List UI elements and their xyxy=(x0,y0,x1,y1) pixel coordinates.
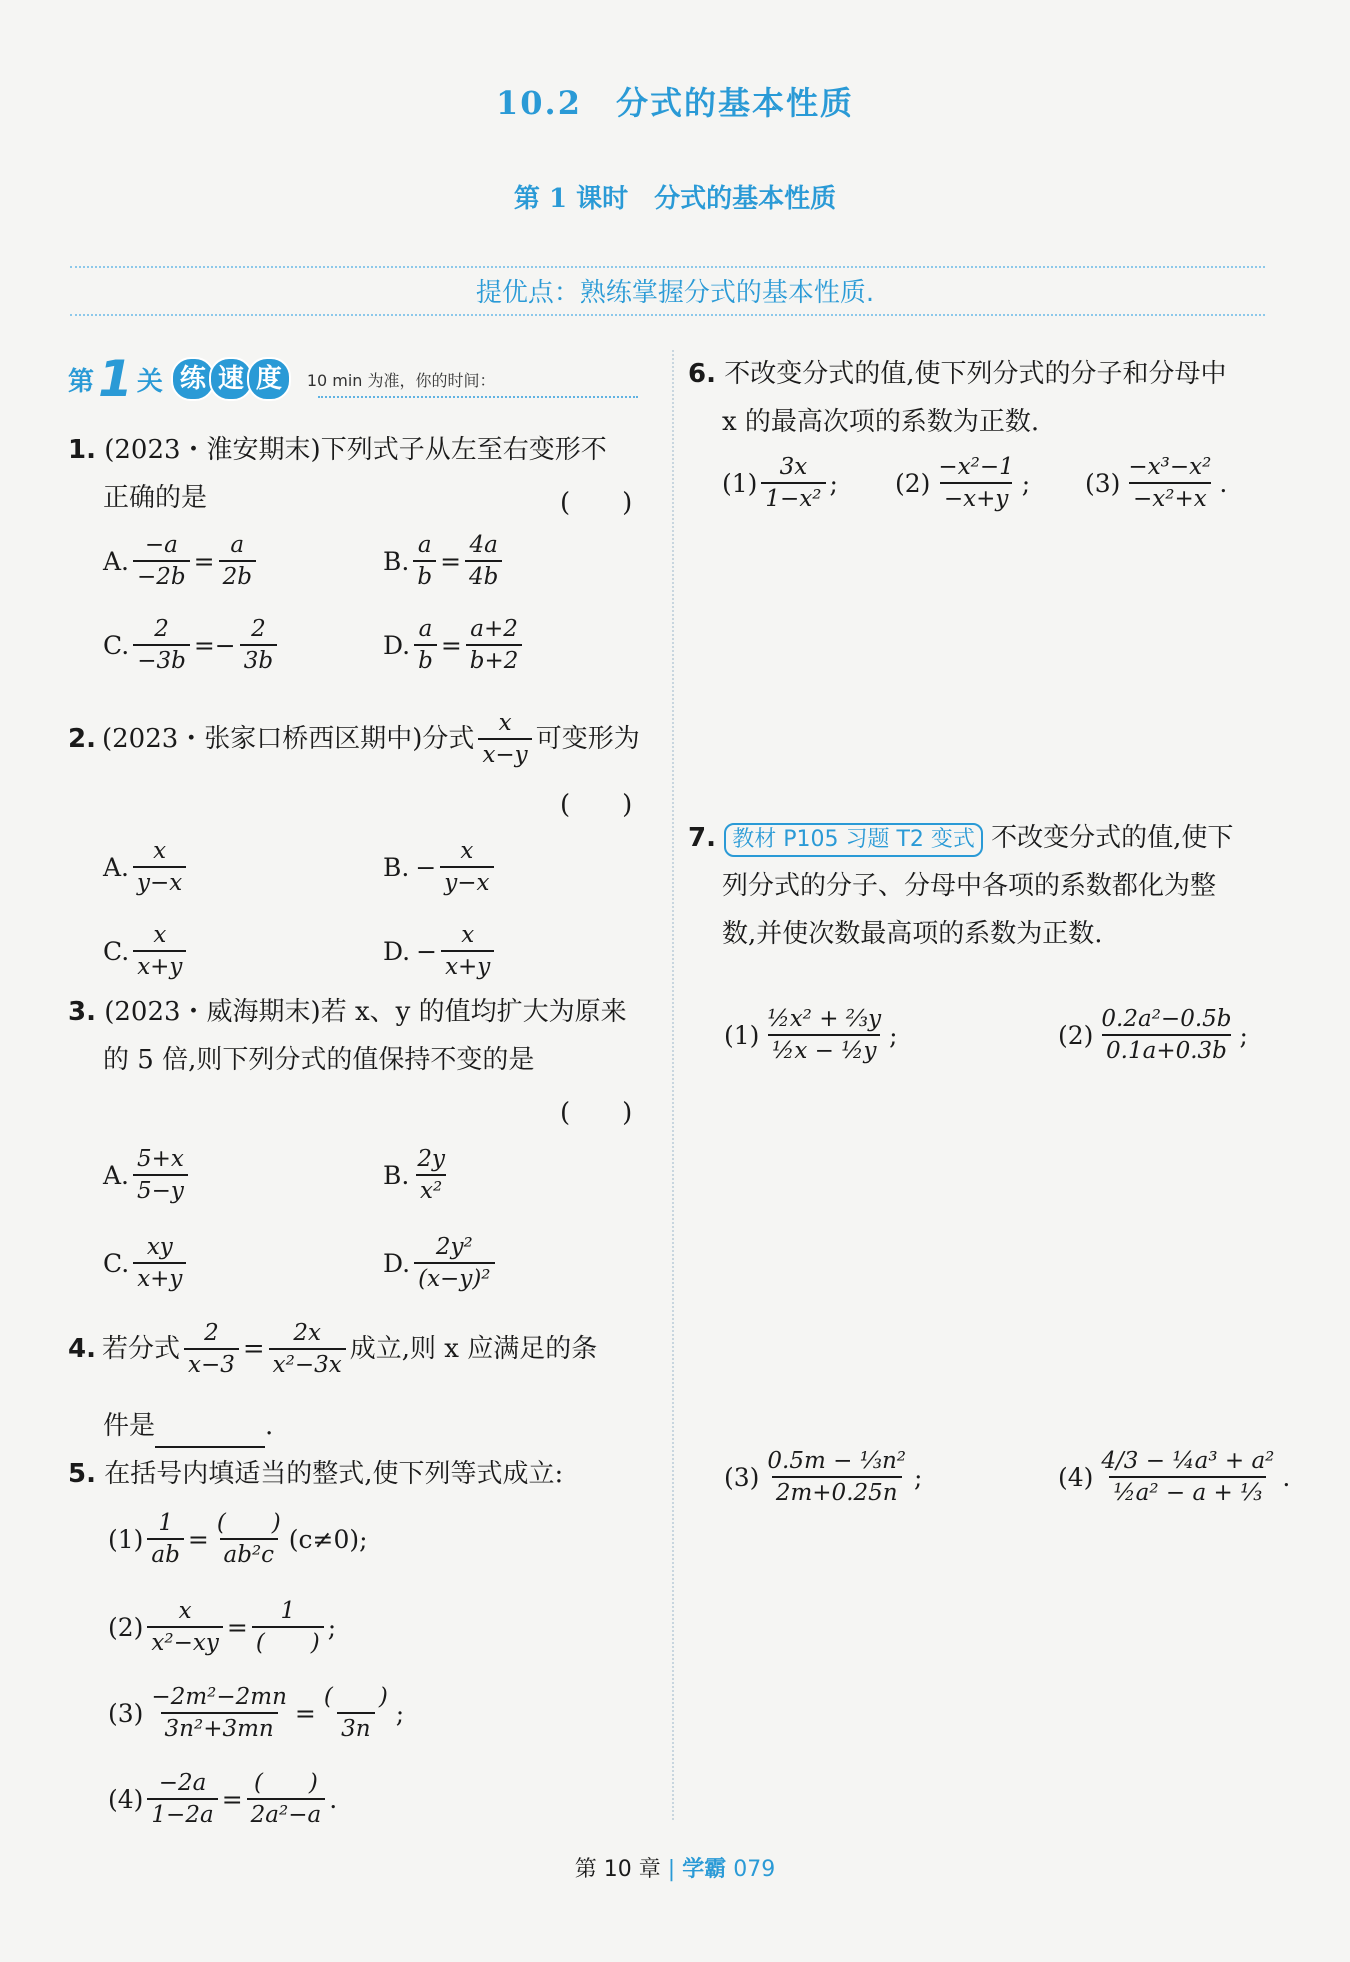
q1-answer-paren[interactable]: ( ) xyxy=(560,488,633,518)
section-prefix: 第 xyxy=(68,366,95,397)
question-3: 3. (2023・威海期末)若 x、y 的值均扩大为原来 xyxy=(68,997,627,1027)
footer-brand: 学霸 xyxy=(682,1857,727,1882)
q3-text-b: 的 5 倍,则下列分式的值保持不变的是 xyxy=(103,1045,535,1075)
footer-page-number: 079 xyxy=(733,1857,776,1882)
q4-text-c: 件是 . xyxy=(103,1404,273,1448)
q3-option-a[interactable]: A. $\frac{5+x}{5-y}$ xyxy=(103,1144,192,1206)
q7-item-4[interactable]: (4) $\frac{\text{4/3 − ¼a³ + a²}}{\text{½a² − a + ⅓}}$ . xyxy=(1058,1448,1291,1506)
time-hint: 10 min 为准，你的时间： xyxy=(306,370,496,390)
question-7: 7. 教材 P105 习题 T2 变式 不改变分式的值,使下 xyxy=(688,816,1233,860)
q3-answer-paren[interactable]: ( ) xyxy=(560,1098,633,1128)
q7-item-2[interactable]: (2) $\frac{\text{0.2a²−0.5b}}{0.1a+0.3b}$ ; xyxy=(1058,1006,1248,1064)
q1-option-a[interactable]: A. $\frac{-a}{-2b}$ = $\frac{a}{2b}$ xyxy=(103,530,260,592)
section-suffix: 关 xyxy=(136,366,163,397)
textbook-badge: 教材 P105 习题 T2 变式 xyxy=(724,823,983,857)
section-char-2: 速 xyxy=(209,357,253,401)
q4-answer-blank[interactable] xyxy=(155,1416,265,1448)
question-4: 4. 若分式 $\frac{2}{x-3}$ = $\frac{2x}{\text{x²−3x}}$ 成立,则 x 应满足的条 xyxy=(68,1320,598,1378)
question-1 xyxy=(68,428,607,472)
q2-option-b[interactable]: B. − $\frac{x}{y-x}$ xyxy=(383,836,498,898)
q7-text-b: 列分式的分子、分母中各项的系数都化为整 xyxy=(722,871,1217,901)
lesson-subtitle: 第 1 课时 分式的基本性质 xyxy=(513,184,837,214)
q2-option-d[interactable]: D. − $\frac{x}{x+y}$ xyxy=(383,920,498,982)
q3-option-c[interactable]: C. $\frac{xy}{x+y}$ xyxy=(103,1232,190,1294)
section-number: 1 xyxy=(98,350,133,408)
q1-text-a: (2023・淮安期末)下列式子从左至右变形不 xyxy=(104,435,607,465)
q6-item-1[interactable]: (1) $\frac{3x}{\text{1−x²}}$ ; xyxy=(722,454,838,512)
q1-text-b: 正确的是 xyxy=(103,483,208,513)
time-line xyxy=(318,396,638,398)
q7-item-1[interactable]: (1) $\frac{\text{½x² + ⅔y}}{\text{½x − ½y}}$ ; xyxy=(724,1006,898,1064)
q1-option-d[interactable]: D. $\frac{a}{b}$ = $\frac{a+2}{b+2}$ xyxy=(383,614,526,676)
section-char-1: 练 xyxy=(171,357,215,401)
question-2: 2. (2023・张家口桥西区期中)分式 $\frac{x}{x-y}$ 可变形为 xyxy=(68,710,640,768)
q6-text-b: x 的最高次项的系数为正数. xyxy=(722,407,1040,437)
q3-option-b[interactable]: B. $\frac{2y}{\text{x²}}$ xyxy=(383,1146,445,1204)
q3-option-d[interactable]: D. $\frac{\text{2y²}}{\text{(x−y)²}}$ xyxy=(383,1232,499,1294)
page-footer: 第 10 章 | 学霸 079 xyxy=(574,1857,776,1882)
section-header xyxy=(68,350,496,408)
question-5: 5. 在括号内填适当的整式,使下列等式成立: xyxy=(68,1459,564,1489)
section-char-3: 度 xyxy=(247,357,291,401)
q7-item-3[interactable]: (3) $\frac{\text{0.5m − ⅓n²}}{2m+0.25n}$ ; xyxy=(724,1448,923,1506)
q2-answer-paren[interactable]: ( ) xyxy=(560,790,633,820)
q5-item-4[interactable]: (4) $\frac{-2a}{1-2a}$ = $\frac{( )}{\text{2a²−a}}$ . xyxy=(108,1770,338,1828)
q5-item-3[interactable]: (3) $\frac{\text{−2m²−2mn}}{\text{3n²+3mn}}$ = $\frac{( )}{3n}$ ; xyxy=(108,1684,405,1742)
q1-option-b[interactable]: B. $\frac{a}{b}$ = $\frac{4a}{4b}$ xyxy=(383,530,506,592)
question-6: 6. 不改变分式的值,使下列分式的分子和分母中 xyxy=(688,359,1227,389)
q7-text-c: 数,并使次数最高项的系数为正数. xyxy=(722,919,1103,949)
q2-option-a[interactable]: A. $\frac{x}{y-x}$ xyxy=(103,836,190,898)
page-title: 10.2 分式的基本性质 xyxy=(496,84,854,122)
q5-item-1[interactable]: (1) $\frac{1}{ab}$ = $\frac{( )}{\text{ab²c}}$ (c≠0); xyxy=(108,1510,368,1568)
footer-chapter: 第 10 章 xyxy=(574,1857,661,1882)
q5-item-2[interactable]: (2) $\frac{x}{\text{x²−xy}}$ = $\frac{1}{( )}$ ; xyxy=(108,1598,337,1656)
q1-option-c[interactable]: C. $\frac{2}{-3b}$ = − $\frac{2}{3b}$ xyxy=(103,614,281,676)
q6-item-2[interactable]: (2) $\frac{\text{−x²−1}}{-x+y}$ ; xyxy=(895,454,1031,512)
q6-item-3[interactable]: (3) $\frac{\text{−x³−x²}}{\text{−x²+x}}$ . xyxy=(1085,454,1228,512)
tip-text: 提优点：熟练掌握分式的基本性质. xyxy=(475,278,875,308)
q1-number: 1. xyxy=(68,435,96,465)
q2-option-c[interactable]: C. $\frac{x}{x+y}$ xyxy=(103,920,190,982)
column-divider xyxy=(672,350,674,1820)
